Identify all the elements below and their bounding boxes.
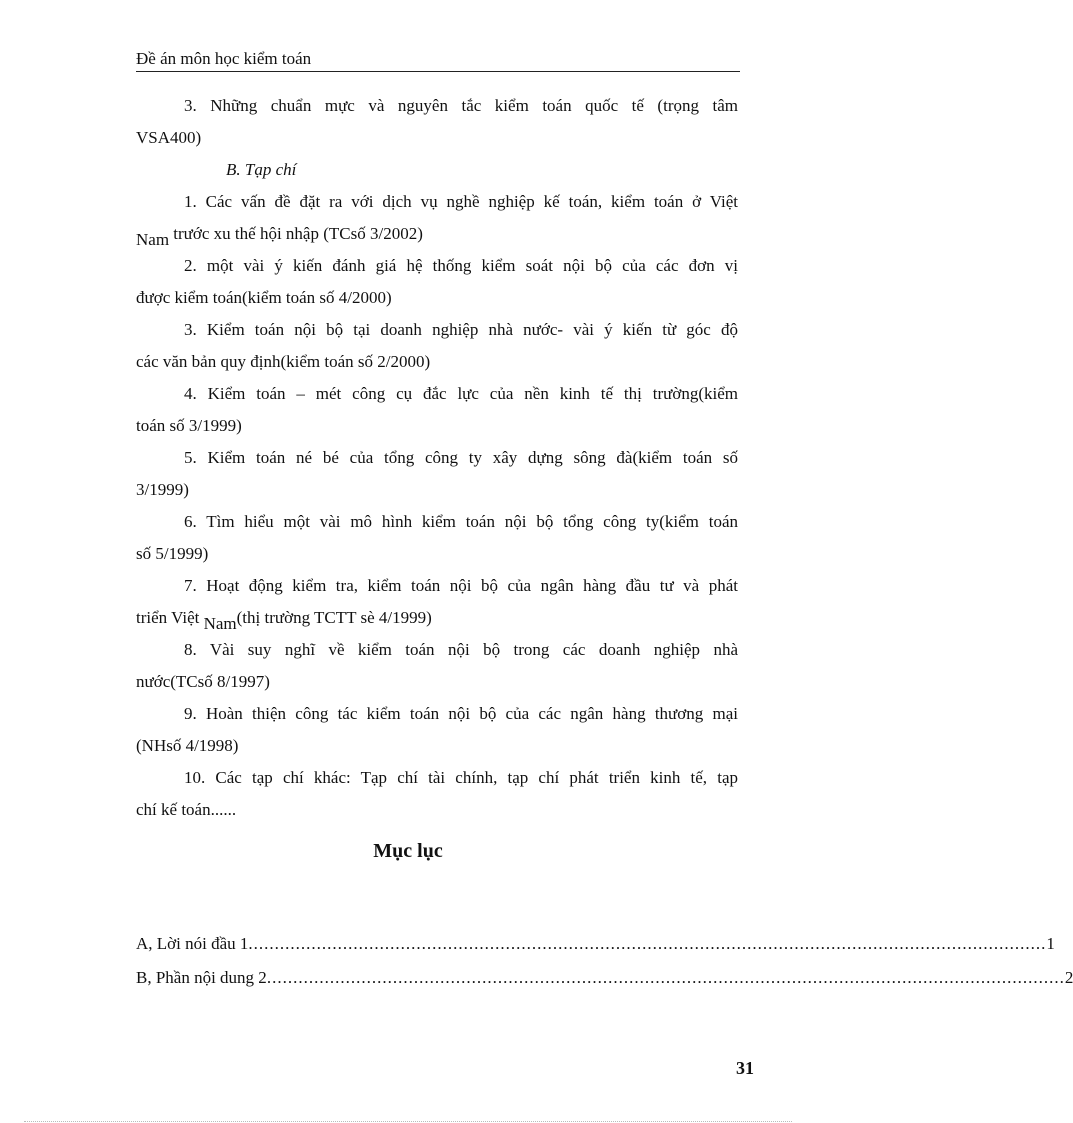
bottom-divider	[24, 1121, 792, 1122]
toc-page: 1	[1046, 934, 1055, 953]
text-line	[136, 126, 738, 158]
text-line	[136, 286, 738, 318]
text-line	[136, 222, 738, 254]
text-line	[136, 446, 738, 478]
text-fragment: các văn bản quy định(kiểm toán số 2/2000)	[136, 352, 431, 371]
text-line	[136, 606, 738, 638]
text-line	[136, 94, 738, 126]
header-title: Đề án môn học kiểm toán	[136, 49, 312, 68]
text-fragment: 7. Hoạt động kiểm tra, kiểm toán nội bộ của ngân hàng đầu tư và phát	[184, 576, 738, 595]
toc-entry[interactable]	[136, 932, 1055, 966]
text-fragment: 9. Hoàn thiện công tác kiểm toán nội bộ của các ngân hàng thương mại	[184, 704, 738, 723]
text-fragment: 2. một vài ý kiến đánh giá hệ thống kiểm soát nội bộ của các đơn vị	[184, 256, 738, 275]
text-line	[136, 478, 738, 510]
text-line	[136, 574, 738, 606]
text-line	[136, 542, 738, 574]
text-fragment: trước xu thế hội nhập (TCsố 3/2002)	[169, 224, 423, 243]
text-line	[136, 734, 738, 766]
text-fragment: 3. Những chuẩn mực và nguyên tắc kiểm toán quốc tế (trọng tâm	[184, 96, 738, 115]
text-fragment: 3/1999)	[136, 480, 189, 499]
text-fragment: số 5/1999)	[136, 544, 209, 563]
toc-label: B, Phần nội dung 2	[136, 968, 267, 987]
text-line	[136, 350, 738, 382]
text-line	[136, 766, 738, 798]
text-fragment: 4. Kiểm toán – mét công cụ đắc lực của nền kinh tế thị trường(kiểm	[184, 384, 738, 403]
text-fragment: 8. Vài suy nghĩ về kiểm toán nội bộ trong các doanh nghiệp nhà	[184, 640, 738, 659]
page-number: 31	[736, 1058, 754, 1078]
text-fragment: 5. Kiểm toán né bé của tổng công ty xây dựng sông đà(kiểm toán số	[184, 448, 738, 467]
text-fragment: 1. Các vấn đề đặt ra với dịch vụ nghề nghiệp kế toán, kiểm toán ở Việt	[184, 192, 738, 211]
text-line	[136, 510, 738, 542]
text-fragment: nước(TCsố 8/1997)	[136, 672, 270, 691]
page-header	[136, 48, 740, 72]
toc-entry[interactable]	[136, 966, 1073, 1000]
toc-dots: ........................................................................................................................................................	[266, 968, 1065, 987]
text-fragment: Nam	[203, 614, 237, 633]
text-fragment: Nam	[136, 230, 170, 249]
toc-label: A, Lời nói đầu 1	[136, 934, 249, 953]
text-fragment: 6. Tìm hiểu một vài mô hình kiểm toán nội bộ tổng công ty(kiểm toán	[184, 512, 738, 531]
text-fragment: triển Việt	[136, 608, 204, 627]
text-fragment: 3. Kiểm toán nội bộ tại doanh nghiệp nhà nước- vài ý kiến từ góc độ	[184, 320, 738, 339]
text-fragment: toán số 3/1999)	[136, 416, 242, 435]
text-fragment: được kiểm toán(kiểm toán số 4/2000)	[136, 288, 392, 307]
text-fragment: B. Tạp chí	[226, 160, 297, 179]
text-line	[136, 414, 738, 446]
reference-list	[136, 94, 738, 830]
text-line	[136, 158, 738, 190]
toc-page: 2	[1064, 968, 1073, 987]
text-line	[136, 638, 738, 670]
text-line	[136, 670, 738, 702]
text-line	[136, 254, 738, 286]
table-of-contents	[136, 932, 1073, 1000]
toc-dots: ........................................................................................................................................................	[248, 934, 1047, 953]
text-fragment: VSA400)	[136, 128, 202, 147]
text-fragment: chí kế toán......	[136, 800, 237, 819]
text-line	[136, 190, 738, 222]
text-fragment: (thị trường TCTT sè 4/1999)	[236, 608, 432, 627]
text-fragment: (NHsố 4/1998)	[136, 736, 239, 755]
text-line	[136, 798, 738, 830]
toc-title: Mục lục	[373, 840, 443, 862]
text-line	[136, 702, 738, 734]
text-line	[136, 382, 738, 414]
text-line	[136, 318, 738, 350]
text-fragment: 10. Các tạp chí khác: Tạp chí tài chính, tạp chí phát triển kinh tế, tạp	[184, 768, 738, 787]
